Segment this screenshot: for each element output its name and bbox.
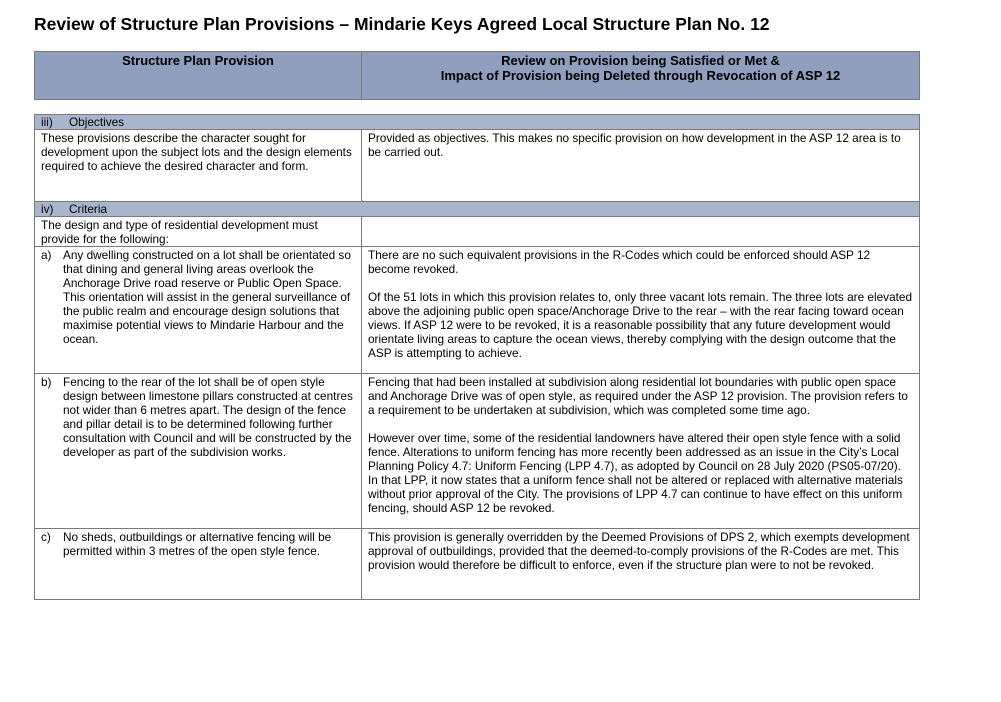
review-header-line-1: Review on Provision being Satisfied or Met & bbox=[501, 53, 780, 68]
criteria-row-a bbox=[35, 247, 920, 374]
item-letter: a) bbox=[41, 248, 52, 262]
item-letter: b) bbox=[41, 375, 52, 389]
provision-text: Fencing to the rear of the lot shall be of open style design between limestone pillars constructed at centres not wider than 6 metres apart. The design of the fence and pillar detail is to be determined following further consultation with Council and will be constructed by the developer as part of the subdivision works. bbox=[63, 375, 353, 459]
review-cell bbox=[362, 374, 920, 529]
review-cell bbox=[362, 217, 920, 247]
section-row-criteria bbox=[35, 202, 920, 217]
section-heading-criteria bbox=[35, 202, 920, 217]
review-cell bbox=[362, 529, 920, 600]
section-label: Criteria bbox=[69, 202, 108, 216]
review-header-line-2: Impact of Provision being Deleted through Revocation of ASP 12 bbox=[440, 68, 841, 83]
item-letter: c) bbox=[41, 530, 51, 544]
criteria-intro-text: The design and type of residential development must provide for the following: bbox=[41, 218, 318, 246]
review-paragraph: However over time, some of the residential landowners have altered their open style fence with a solid fence. Alterations to uniform fencing has more recently been addressed as an issue in the City’s Local Planning Policy 4.7: Uniform Fencing (LPP 4.7), as adopted by Council on 28 July 2020 (PS05-07/20). In that LPP, it now states that a uniform fence shall not be altered or replaced with alternative materials without prior approval of the City. The provisions of LPP 4.7 can continue to have effect on this uniform fencing, should ASP 12 be revoked. bbox=[368, 431, 903, 515]
review-cell bbox=[362, 130, 920, 202]
document-title: Review of Structure Plan Provisions – Mindarie Keys Agreed Local Structure Plan No. 12 bbox=[34, 14, 770, 34]
review-paragraph: This provision is generally overridden by the Deemed Provisions of DPS 2, which exempts development approval of outbuildings, provided that the deemed-to-comply provisions of the R-Codes are met. This provision would therefore be difficult to enforce, even if the structure plan were to not be revoked. bbox=[368, 530, 910, 572]
section-number: iv) bbox=[41, 202, 54, 216]
criteria-intro-row bbox=[35, 217, 920, 247]
provision-cell bbox=[35, 529, 362, 600]
objectives-row bbox=[35, 130, 920, 202]
provision-text: Any dwelling constructed on a lot shall be orientated so that dining and general living areas overlook the Anchorage Drive road reserve or Public Open Space. This orientation will assist in the general surveillance of the public realm and encourage design solutions that maximise potential views to Mindarie Harbour and the ocean. bbox=[63, 248, 351, 346]
header-row bbox=[35, 52, 920, 100]
provision-cell bbox=[35, 130, 362, 202]
criteria-row-c bbox=[35, 529, 920, 600]
review-cell bbox=[362, 247, 920, 374]
criteria-row-b bbox=[35, 374, 920, 529]
provision-cell bbox=[35, 217, 362, 247]
section-label: Objectives bbox=[69, 115, 125, 129]
review-paragraph: There are no such equivalent provisions in the R-Codes which could be enforced should ASP 12 become revoked. bbox=[368, 248, 871, 276]
column-header-provision: Structure Plan Provision bbox=[35, 52, 362, 100]
provision-text: No sheds, outbuildings or alternative fencing will be permitted within 3 metres of the open style fence. bbox=[63, 530, 332, 558]
provision-text: These provisions describe the character sought for development upon the subject lots and the design elements required to achieve the desired character and form. bbox=[41, 131, 352, 173]
provisions-table bbox=[34, 114, 920, 600]
provision-cell bbox=[35, 247, 362, 374]
header-table bbox=[34, 51, 920, 100]
section-heading-objectives bbox=[35, 115, 920, 130]
review-paragraph: Fencing that had been installed at subdivision along residential lot boundaries with public open space and Anchorage Drive was of open style, as required under the ASP 12 provision. The provision refers to a requirement to be undertaken at subdivision, which was completed some time ago. bbox=[368, 375, 908, 417]
section-row-objectives bbox=[35, 115, 920, 130]
section-number: iii) bbox=[41, 115, 53, 129]
column-header-review bbox=[362, 52, 920, 100]
review-paragraph: Of the 51 lots in which this provision relates to, only three vacant lots remain. The three lots are elevated above the adjoining public open space/Anchorage Drive to the rear – with the rear facing toward ocean views. If ASP 12 were to be revoked, it is a reasonable possibility that any future development would orientate living areas to capture the ocean views, thereby complying with the design outcome that the ASP is attempting to achieve. bbox=[368, 290, 913, 360]
provision-cell bbox=[35, 374, 362, 529]
review-text: Provided as objectives. This makes no specific provision on how development in the ASP 12 area is to be carried out. bbox=[368, 131, 901, 159]
